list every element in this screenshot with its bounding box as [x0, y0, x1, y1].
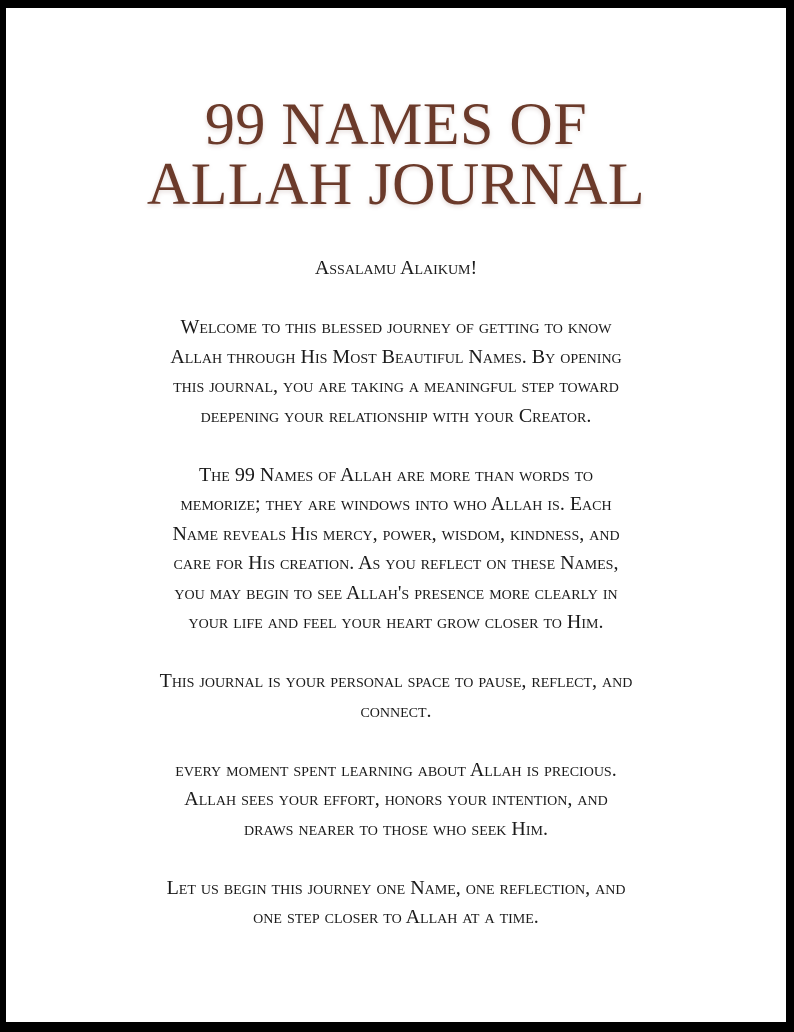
paragraph-line: your life and feel your heart grow closer to Him. [188, 611, 604, 633]
paragraph-line: this journal, you are taking a meaningful step toward [173, 375, 619, 397]
paragraph-line: connect. [360, 699, 432, 722]
paragraph-line: you may begin to see Allah's presence more clearly in [174, 581, 618, 604]
journal-body [6, 254, 786, 962]
paragraph-line: Let us begin this journey one Name, one reflection, and [166, 876, 626, 899]
paragraph-welcome [96, 313, 696, 431]
title-line-2: ALLAH JOURNAL [146, 151, 646, 217]
paragraph-line: care for His creation. As you reflect on these Names, [173, 552, 619, 574]
paragraph-line: memorize; they are windows into who Allah is. Each [180, 493, 612, 515]
paragraph-personal-space [96, 667, 696, 726]
journal-page [6, 8, 786, 1022]
paragraph-closing [96, 874, 696, 933]
paragraph-line: This journal is your personal space to pause, reflect, and [159, 670, 633, 692]
paragraph-line: deepening your relationship with your Creator. [200, 404, 592, 427]
greeting-text: Assalamu Alaikum! [314, 257, 478, 279]
paragraph-line: one step closer to Allah at a time. [253, 906, 539, 928]
paragraph-names [96, 461, 696, 638]
paragraph-line: Name reveals His mercy, power, wisdom, kindness, and [172, 522, 620, 545]
paragraph-line: Allah sees your effort, honors your intention, and [184, 788, 608, 810]
paragraph-line: Welcome to this blessed journey of getting to know [180, 316, 612, 338]
page-title [6, 91, 786, 217]
title-line-1: 99 NAMES OF [204, 91, 588, 157]
paragraph-line: Allah through His Most Beautiful Names. By opening [170, 345, 622, 368]
paragraph-line: The 99 Names of Allah are more than words to [198, 463, 594, 486]
paragraph-every-moment [96, 756, 696, 845]
paragraph-line: draws nearer to those who seek Him. [244, 817, 548, 840]
greeting [96, 254, 696, 284]
paragraph-line: every moment spent learning about Allah is precious. [175, 758, 617, 781]
